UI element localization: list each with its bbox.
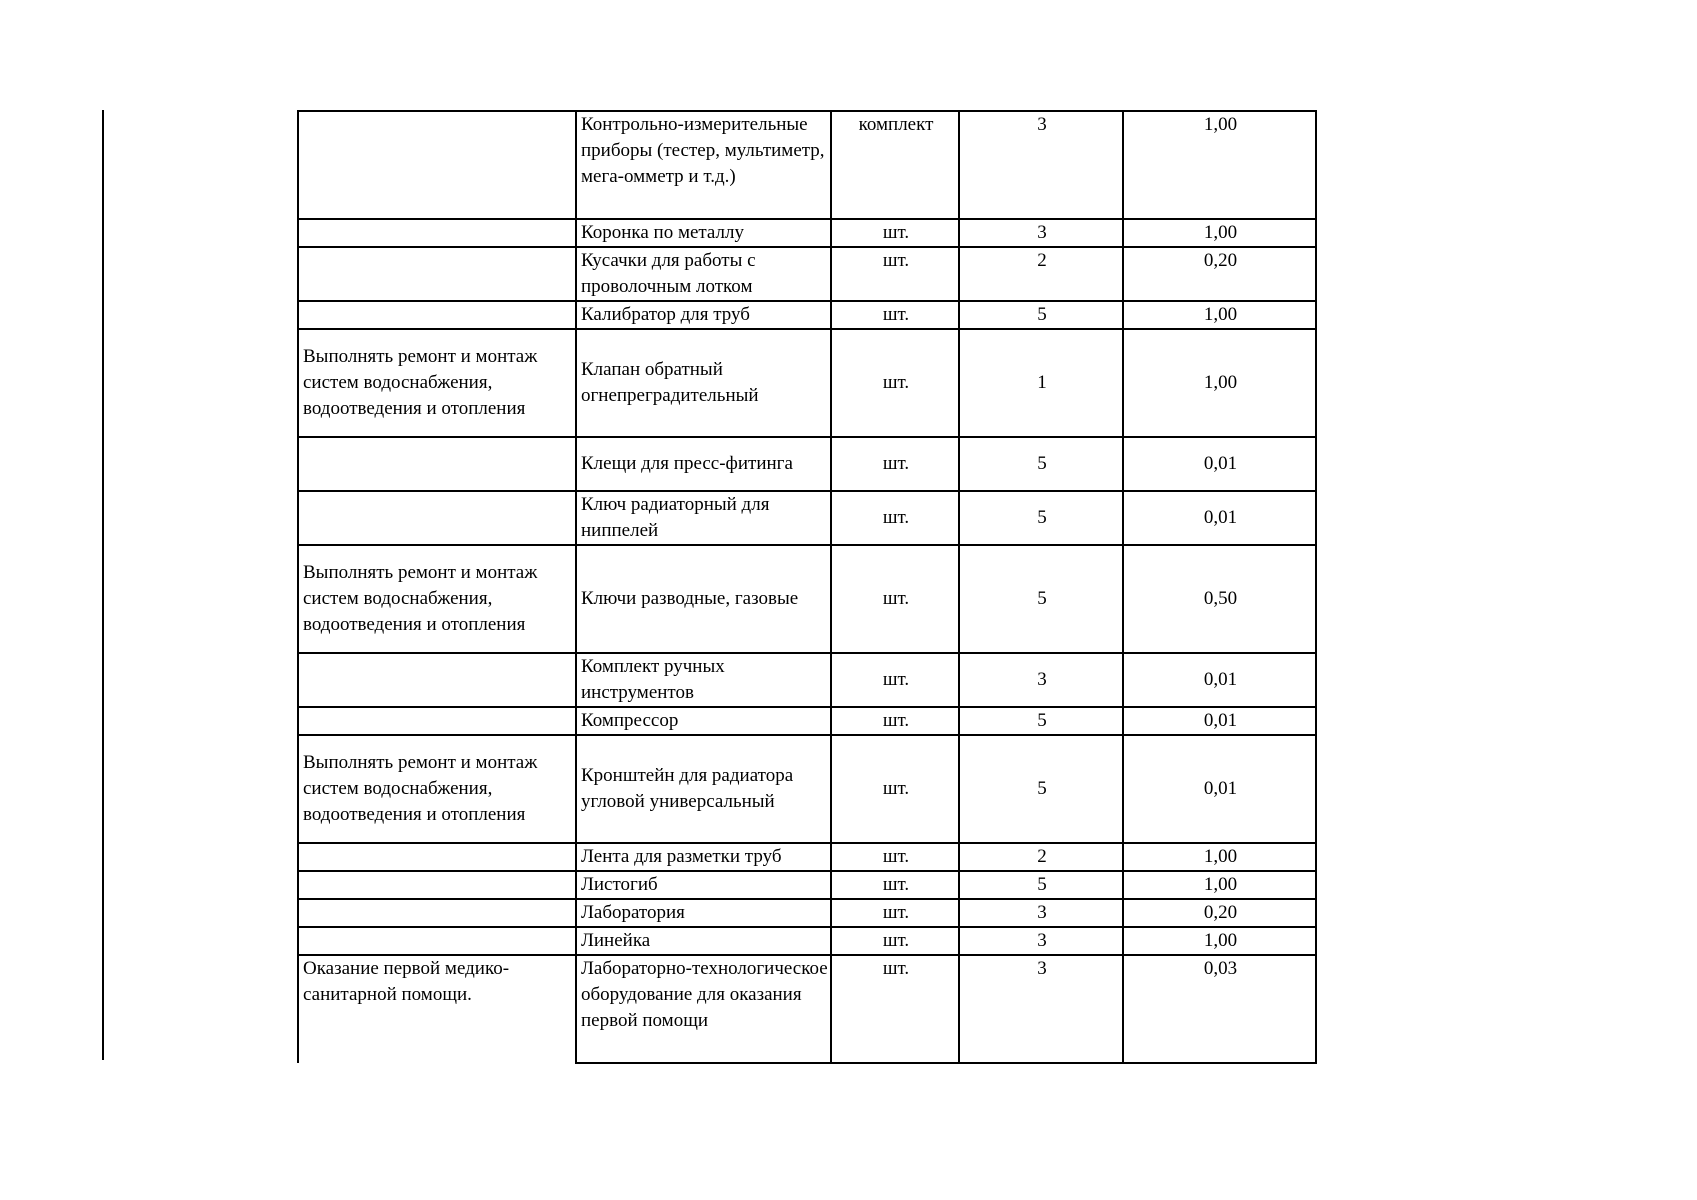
item-name-cell: Лаборатория: [576, 899, 831, 927]
coefficient-cell: 1,00: [1123, 219, 1316, 247]
unit-cell: шт.: [831, 843, 959, 871]
item-name-cell: Клапан обратный огнепреградительный: [576, 329, 831, 437]
quantity-cell: 3: [959, 955, 1123, 1063]
table-row: [298, 329, 1316, 437]
item-name-cell: Кусачки для работы с проволочным лотком: [576, 247, 831, 301]
item-name-cell: Ключи разводные, газовые: [576, 545, 831, 653]
coefficient-cell: 0,01: [1123, 707, 1316, 735]
quantity-cell: 3: [959, 219, 1123, 247]
coefficient-cell: 1,00: [1123, 301, 1316, 329]
unit-cell: шт.: [831, 871, 959, 899]
quantity-cell: 1: [959, 329, 1123, 437]
function-cell: [298, 927, 576, 955]
item-name-cell: Листогиб: [576, 871, 831, 899]
coefficient-cell: 0,20: [1123, 247, 1316, 301]
coefficient-cell: 1,00: [1123, 927, 1316, 955]
quantity-cell: 5: [959, 491, 1123, 545]
table-row: [298, 301, 1316, 329]
unit-cell: шт.: [831, 491, 959, 545]
unit-cell: комплект: [831, 111, 959, 219]
unit-cell: шт.: [831, 219, 959, 247]
item-name-cell: Компрессор: [576, 707, 831, 735]
table-row: [298, 111, 1316, 219]
coefficient-cell: 0,01: [1123, 491, 1316, 545]
item-name-cell: Кронштейн для радиатора угловой универсальный: [576, 735, 831, 843]
function-cell: [298, 437, 576, 491]
item-name-cell: Комплект ручных инструментов: [576, 653, 831, 707]
coefficient-cell: 1,00: [1123, 329, 1316, 437]
function-cell: [298, 247, 576, 301]
coefficient-cell: 0,01: [1123, 735, 1316, 843]
function-cell: [298, 111, 576, 219]
unit-cell: шт.: [831, 545, 959, 653]
table-row: [298, 899, 1316, 927]
quantity-cell: 5: [959, 707, 1123, 735]
left-margin-rule: [102, 110, 104, 1060]
function-cell: Выполнять ремонт и монтаж систем водоснабжения, водоотведения и отопления: [298, 735, 576, 843]
quantity-cell: 5: [959, 871, 1123, 899]
function-cell: Оказание первой медико-санитарной помощи.: [298, 955, 576, 1063]
quantity-cell: 2: [959, 247, 1123, 301]
function-cell: Выполнять ремонт и монтаж систем водоснабжения, водоотведения и отопления: [298, 545, 576, 653]
table-row: [298, 653, 1316, 707]
table-row: [298, 871, 1316, 899]
table-row: [298, 843, 1316, 871]
function-cell: [298, 653, 576, 707]
unit-cell: шт.: [831, 899, 959, 927]
function-cell: [298, 301, 576, 329]
quantity-cell: 5: [959, 301, 1123, 329]
function-cell: Выполнять ремонт и монтаж систем водоснабжения, водоотведения и отопления: [298, 329, 576, 437]
coefficient-cell: 0,20: [1123, 899, 1316, 927]
unit-cell: шт.: [831, 437, 959, 491]
coefficient-cell: 1,00: [1123, 843, 1316, 871]
unit-cell: шт.: [831, 955, 959, 1063]
table-row: [298, 927, 1316, 955]
table-row: [298, 955, 1316, 1063]
function-cell: [298, 899, 576, 927]
coefficient-cell: 1,00: [1123, 111, 1316, 219]
unit-cell: шт.: [831, 653, 959, 707]
coefficient-cell: 0,03: [1123, 955, 1316, 1063]
item-name-cell: Лента для разметки труб: [576, 843, 831, 871]
unit-cell: шт.: [831, 735, 959, 843]
item-name-cell: Линейка: [576, 927, 831, 955]
item-name-cell: Калибратор для труб: [576, 301, 831, 329]
quantity-cell: 3: [959, 111, 1123, 219]
table-row: [298, 707, 1316, 735]
table-row: [298, 491, 1316, 545]
table-row: [298, 219, 1316, 247]
quantity-cell: 5: [959, 545, 1123, 653]
unit-cell: шт.: [831, 329, 959, 437]
unit-cell: шт.: [831, 707, 959, 735]
equipment-table: [297, 110, 1317, 1064]
quantity-cell: 5: [959, 735, 1123, 843]
coefficient-cell: 0,01: [1123, 653, 1316, 707]
function-cell: [298, 707, 576, 735]
item-name-cell: Ключ радиаторный для ниппелей: [576, 491, 831, 545]
unit-cell: шт.: [831, 247, 959, 301]
quantity-cell: 3: [959, 927, 1123, 955]
coefficient-cell: 1,00: [1123, 871, 1316, 899]
table-row: [298, 437, 1316, 491]
function-cell: [298, 219, 576, 247]
table-row: [298, 735, 1316, 843]
item-name-cell: Контрольно-измерительные приборы (тестер, мультиметр, мега-омметр и т.д.): [576, 111, 831, 219]
function-cell: [298, 491, 576, 545]
function-cell: [298, 843, 576, 871]
item-name-cell: Коронка по металлу: [576, 219, 831, 247]
function-cell: [298, 871, 576, 899]
quantity-cell: 5: [959, 437, 1123, 491]
unit-cell: шт.: [831, 301, 959, 329]
table-row: [298, 545, 1316, 653]
quantity-cell: 2: [959, 843, 1123, 871]
table-row: [298, 247, 1316, 301]
quantity-cell: 3: [959, 653, 1123, 707]
coefficient-cell: 0,01: [1123, 437, 1316, 491]
item-name-cell: Клещи для пресс-фитинга: [576, 437, 831, 491]
quantity-cell: 3: [959, 899, 1123, 927]
coefficient-cell: 0,50: [1123, 545, 1316, 653]
unit-cell: шт.: [831, 927, 959, 955]
item-name-cell: Лабораторно-технологическое оборудование для оказания первой помощи: [576, 955, 831, 1063]
